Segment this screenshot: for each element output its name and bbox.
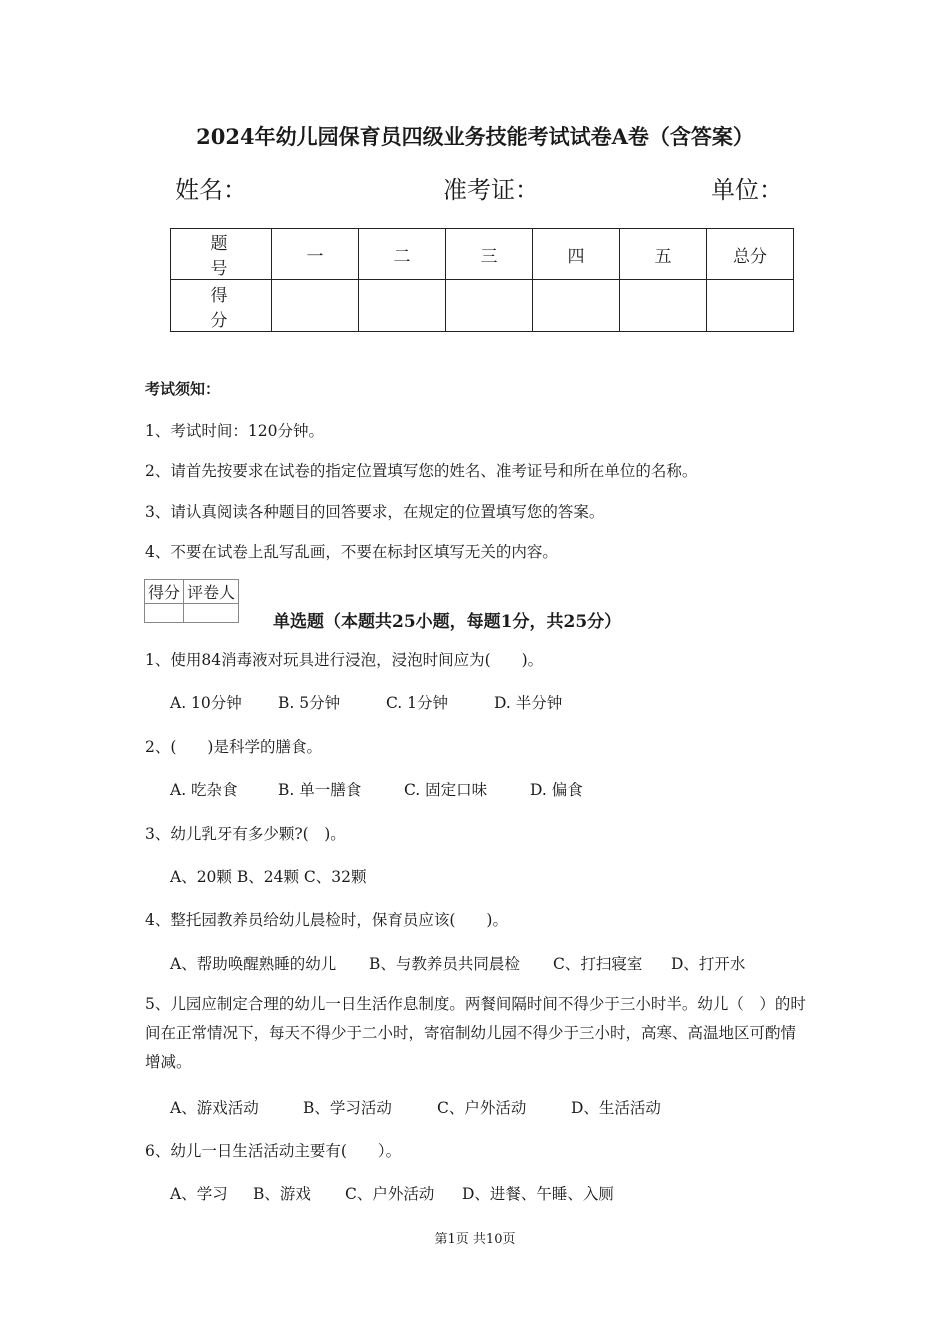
option: D、打开水 [671, 955, 746, 973]
notice-title: 考试须知： [145, 380, 221, 398]
option: A、帮助唤醒熟睡的幼儿 [170, 955, 337, 973]
option: C、户外活动 [345, 1185, 435, 1203]
page-footer: 第1页 共10页 [434, 1232, 516, 1247]
score-table-header: 二 [359, 229, 446, 280]
option: C、打扫寝室 [553, 955, 643, 973]
option: B、游戏 [253, 1185, 311, 1203]
section-title: 单选题（本题共25小题，每题1分，共25分） [273, 612, 622, 632]
grader-box-score-label: 得分 [145, 580, 184, 604]
option: A. 吃杂食 [170, 781, 238, 799]
unit-field-label: 单位： [711, 176, 783, 204]
option: A、游戏活动 [170, 1099, 259, 1117]
score-table-header: 题 号 [171, 229, 272, 280]
option: A、学习 [170, 1185, 228, 1203]
option: C. 1分钟 [386, 694, 449, 712]
score-table-header: 总分 [707, 229, 794, 280]
grader-box-grader-cell[interactable] [184, 604, 239, 623]
score-table-header: 三 [446, 229, 533, 280]
question-options [170, 865, 366, 887]
score-table [170, 228, 794, 332]
exam-id-field-label: 准考证： [443, 176, 539, 204]
option: A、20颗 B、24颗 C、32颗 [170, 868, 367, 886]
question-options [170, 952, 745, 974]
question-options [170, 1096, 661, 1118]
option: D、进餐、午睡、入厕 [462, 1185, 614, 1203]
score-table-header: 五 [620, 229, 707, 280]
option: A. 10分钟 [170, 694, 242, 712]
question-stem: 2、( )是科学的膳食。 [145, 738, 322, 756]
question-stem: 5、儿园应制定合理的幼儿一日生活作息制度。两餐间隔时间不得少于三小时半。幼儿（ ）的时间在正常情况下，每天不得少于二小时，寄宿制幼儿园不得少于三小时，高寒、高温地区可酌情增减。 [145, 995, 806, 1071]
question-options [170, 691, 562, 713]
option: B、学习活动 [303, 1099, 392, 1117]
question-stem: 6、幼儿一日生活活动主要有( ）。 [145, 1142, 402, 1160]
question-stem: 1、使用84消毒液对玩具进行浸泡，浸泡时间应为( )。 [145, 651, 544, 669]
option: B. 5分钟 [278, 694, 341, 712]
question-stem: 3、幼儿乳牙有多少颗?( )。 [145, 825, 346, 843]
grader-box-grader-label: 评卷人 [184, 580, 239, 604]
score-cell[interactable] [272, 280, 359, 332]
notice-item: 3、请认真阅读各种题目的回答要求，在规定的位置填写您的答案。 [145, 503, 605, 521]
score-cell[interactable] [533, 280, 620, 332]
notice-item: 2、请首先按要求在试卷的指定位置填写您的姓名、准考证号和所在单位的名称。 [145, 462, 698, 480]
option: C、户外活动 [437, 1099, 527, 1117]
score-cell[interactable] [446, 280, 533, 332]
exam-title: 2024年幼儿园保育员四级业务技能考试试卷A卷（含答案） [196, 124, 754, 149]
option: C. 固定口味 [404, 781, 488, 799]
score-cell[interactable] [359, 280, 446, 332]
option: B. 单一膳食 [278, 781, 362, 799]
name-field-label: 姓名： [175, 176, 247, 204]
score-table-header: 四 [533, 229, 620, 280]
notice-item: 4、不要在试卷上乱写乱画，不要在标封区填写无关的内容。 [145, 543, 558, 561]
score-cell[interactable] [707, 280, 794, 332]
grader-box-score-cell[interactable] [145, 604, 184, 623]
option: B、与教养员共同晨检 [369, 955, 520, 973]
option: D、生活活动 [571, 1099, 661, 1117]
option: D. 偏食 [530, 781, 583, 799]
option: D. 半分钟 [494, 694, 563, 712]
question-stem: 4、整托园教养员给幼儿晨检时，保育员应该( )。 [145, 911, 508, 929]
question-options [170, 1182, 614, 1204]
notice-item: 1、考试时间：120分钟。 [145, 422, 324, 440]
score-row-label: 得 分 [171, 280, 272, 332]
score-cell[interactable] [620, 280, 707, 332]
question-options [170, 778, 583, 800]
score-table-header: 一 [272, 229, 359, 280]
grader-box [144, 579, 239, 623]
